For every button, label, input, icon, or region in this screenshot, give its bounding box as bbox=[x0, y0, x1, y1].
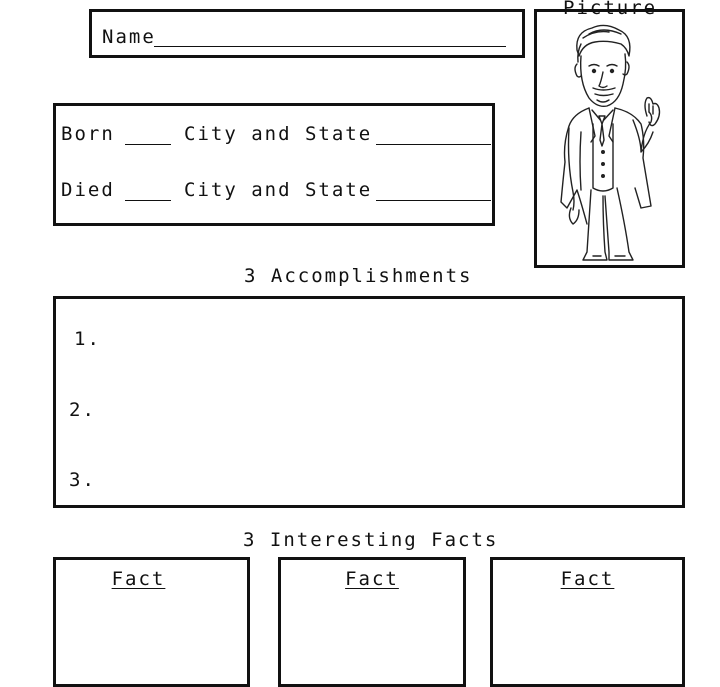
historical-figure-illustration-icon bbox=[537, 12, 682, 265]
accomplishment-item[interactable]: 1. bbox=[74, 328, 101, 350]
name-label: Name bbox=[102, 26, 156, 48]
picture-box bbox=[534, 0, 685, 268]
died-city-state-blank[interactable] bbox=[376, 199, 491, 201]
fact-card[interactable] bbox=[53, 557, 250, 687]
life-dates-box bbox=[53, 103, 495, 226]
accomplishments-box bbox=[53, 296, 685, 508]
accomplishment-item[interactable]: 2. bbox=[69, 399, 96, 421]
facts-heading: 3 Interesting Facts bbox=[243, 529, 499, 551]
born-label: Born bbox=[61, 123, 115, 145]
fact-card[interactable] bbox=[278, 557, 466, 687]
born-city-state-label: City and State bbox=[184, 123, 373, 145]
accomplishments-heading: 3 Accomplishments bbox=[244, 265, 473, 287]
name-blank[interactable] bbox=[154, 45, 506, 47]
fact-title: Fact bbox=[560, 568, 615, 590]
born-city-state-blank[interactable] bbox=[376, 143, 491, 145]
accomplishment-item[interactable]: 3. bbox=[69, 469, 96, 491]
fact-title: Fact bbox=[111, 568, 166, 590]
picture-label: Picture bbox=[563, 0, 658, 19]
died-city-state-label: City and State bbox=[184, 179, 373, 201]
name-box bbox=[89, 9, 525, 58]
died-label: Died bbox=[61, 179, 115, 201]
fact-card[interactable] bbox=[490, 557, 685, 687]
born-year-blank[interactable] bbox=[125, 143, 171, 145]
died-year-blank[interactable] bbox=[125, 199, 171, 201]
fact-title: Fact bbox=[345, 568, 399, 590]
